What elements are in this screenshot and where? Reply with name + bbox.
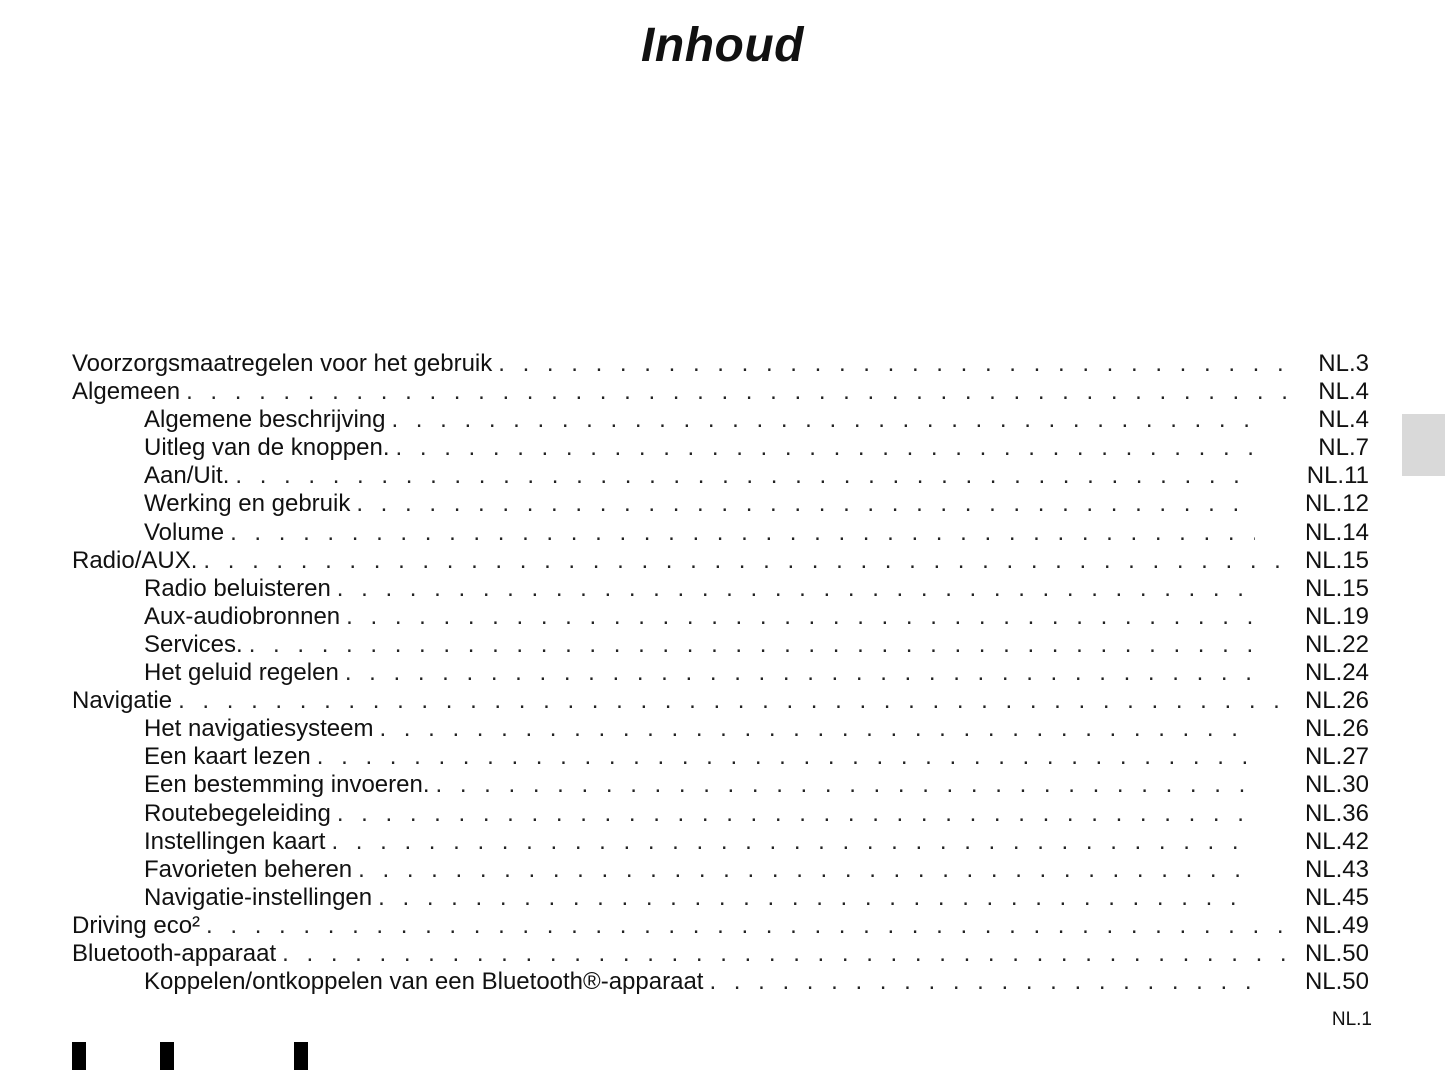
toc-entry-page: NL.30 (1304, 771, 1369, 799)
dot-leader (356, 490, 1255, 518)
toc-entry-page: NL.7 (1318, 434, 1369, 462)
toc-entry[interactable] (72, 687, 1369, 715)
toc-entry-title: Een kaart lezen (144, 743, 311, 771)
toc-entry[interactable] (72, 434, 1369, 462)
toc-entry-title: Een bestemming invoeren. (144, 771, 430, 799)
toc-entry-title: Favorieten beheren (144, 855, 353, 883)
toc-entry[interactable] (72, 406, 1369, 434)
toc-entry-page: NL.3 (1318, 350, 1369, 377)
toc-entry-page: NL.43 (1304, 855, 1369, 883)
toc-entry[interactable] (72, 800, 1369, 828)
dot-leader (498, 350, 1287, 378)
toc-entry-page: NL.19 (1304, 602, 1369, 630)
toc-entry-page: NL.22 (1304, 630, 1369, 658)
toc-entry-title: Aan/Uit. (144, 462, 230, 490)
dot-leader (345, 659, 1255, 687)
toc-entry-page: NL.49 (1304, 911, 1369, 939)
dot-leader (709, 968, 1255, 996)
crop-mark (72, 1042, 86, 1070)
toc-entry-title: Het geluid regelen (144, 659, 339, 687)
toc-entry[interactable] (72, 828, 1369, 856)
crop-mark (294, 1042, 308, 1070)
toc-entry-title: Routebegeleiding (144, 799, 331, 827)
toc-entry-page: NL.15 (1304, 546, 1369, 574)
toc-entry[interactable] (72, 519, 1369, 547)
toc-entry-page: NL.4 (1318, 406, 1369, 434)
toc-entry-title: Algemene beschrijving (144, 406, 386, 434)
toc-entry-title: Voorzorgsmaatregelen voor het gebruik (72, 350, 493, 377)
toc-entry-page: NL.27 (1304, 743, 1369, 771)
dot-leader (317, 743, 1255, 771)
dot-leader (331, 828, 1255, 856)
toc-entry-title: Instellingen kaart (144, 827, 326, 855)
dot-leader (235, 462, 1255, 490)
dot-leader (391, 406, 1255, 434)
toc-entry[interactable] (72, 659, 1369, 687)
toc-entry[interactable] (72, 575, 1369, 603)
dot-leader (337, 800, 1255, 828)
dot-leader (436, 771, 1256, 799)
toc-entry-title: Services. (144, 630, 243, 658)
toc-entry-page: NL.36 (1304, 799, 1369, 827)
dot-leader (249, 631, 1255, 659)
section-thumb-tab (1402, 414, 1445, 476)
toc-entry-title: Koppelen/ontkoppelen van een Bluetooth®-apparaat (144, 968, 704, 996)
toc-entry[interactable] (72, 490, 1369, 518)
table-of-contents (72, 350, 1369, 996)
toc-entry-page: NL.4 (1318, 378, 1369, 406)
toc-entry[interactable] (72, 940, 1369, 968)
toc-entry[interactable] (72, 350, 1369, 378)
toc-entry[interactable] (72, 743, 1369, 771)
toc-entry[interactable] (72, 603, 1369, 631)
dot-leader (186, 378, 1287, 406)
toc-entry-page: NL.26 (1304, 687, 1369, 715)
dot-leader (358, 856, 1255, 884)
dot-leader (282, 940, 1287, 968)
dot-leader (230, 519, 1255, 547)
toc-entry-page: NL.50 (1304, 968, 1369, 996)
toc-entry-title: Het navigatiesysteem (144, 715, 374, 743)
dot-leader (178, 687, 1287, 715)
toc-entry[interactable] (72, 378, 1369, 406)
page-number: NL.1 (1331, 1009, 1372, 1030)
dot-leader (378, 884, 1255, 912)
dot-leader (203, 547, 1287, 575)
toc-entry-title: Navigatie (72, 687, 173, 715)
toc-entry-page: NL.45 (1304, 883, 1369, 911)
toc-entry[interactable] (72, 631, 1369, 659)
toc-entry[interactable] (72, 968, 1369, 996)
toc-entry-page: NL.50 (1304, 939, 1369, 967)
toc-entry[interactable] (72, 912, 1369, 940)
toc-entry-page: NL.14 (1304, 518, 1369, 546)
toc-entry-title: Algemeen (72, 378, 181, 406)
toc-entry-page: NL.15 (1304, 574, 1369, 602)
toc-entry-title: Volume (144, 518, 225, 546)
toc-entry-title: Driving eco² (72, 911, 201, 939)
toc-entry-title: Uitleg van de knoppen. (144, 434, 390, 462)
toc-entry-title: Radio beluisteren (144, 574, 331, 602)
toc-entry-title: Navigatie-instellingen (144, 883, 373, 911)
toc-entry-title: Bluetooth-apparaat (72, 939, 277, 967)
toc-entry[interactable] (72, 884, 1369, 912)
toc-entry-page: NL.11 (1306, 462, 1369, 490)
toc-entry-title: Radio/AUX. (72, 546, 198, 574)
toc-entry[interactable] (72, 856, 1369, 884)
toc-entry-page: NL.12 (1304, 490, 1369, 518)
toc-entry[interactable] (72, 462, 1369, 490)
toc-entry-page: NL.42 (1304, 827, 1369, 855)
dot-leader (396, 434, 1255, 462)
dot-leader (337, 575, 1255, 603)
toc-entry-title: Werking en gebruik (144, 490, 351, 518)
dot-leader (379, 715, 1255, 743)
crop-mark (160, 1042, 174, 1070)
toc-entry[interactable] (72, 771, 1369, 799)
toc-entry-page: NL.24 (1304, 659, 1369, 687)
toc-entry[interactable] (72, 715, 1369, 743)
dot-leader (206, 912, 1287, 940)
dot-leader (346, 603, 1255, 631)
toc-entry-page: NL.26 (1304, 715, 1369, 743)
page-title: Inhoud (641, 19, 804, 72)
toc-entry-title: Aux-audiobronnen (144, 602, 341, 630)
toc-entry[interactable] (72, 547, 1369, 575)
